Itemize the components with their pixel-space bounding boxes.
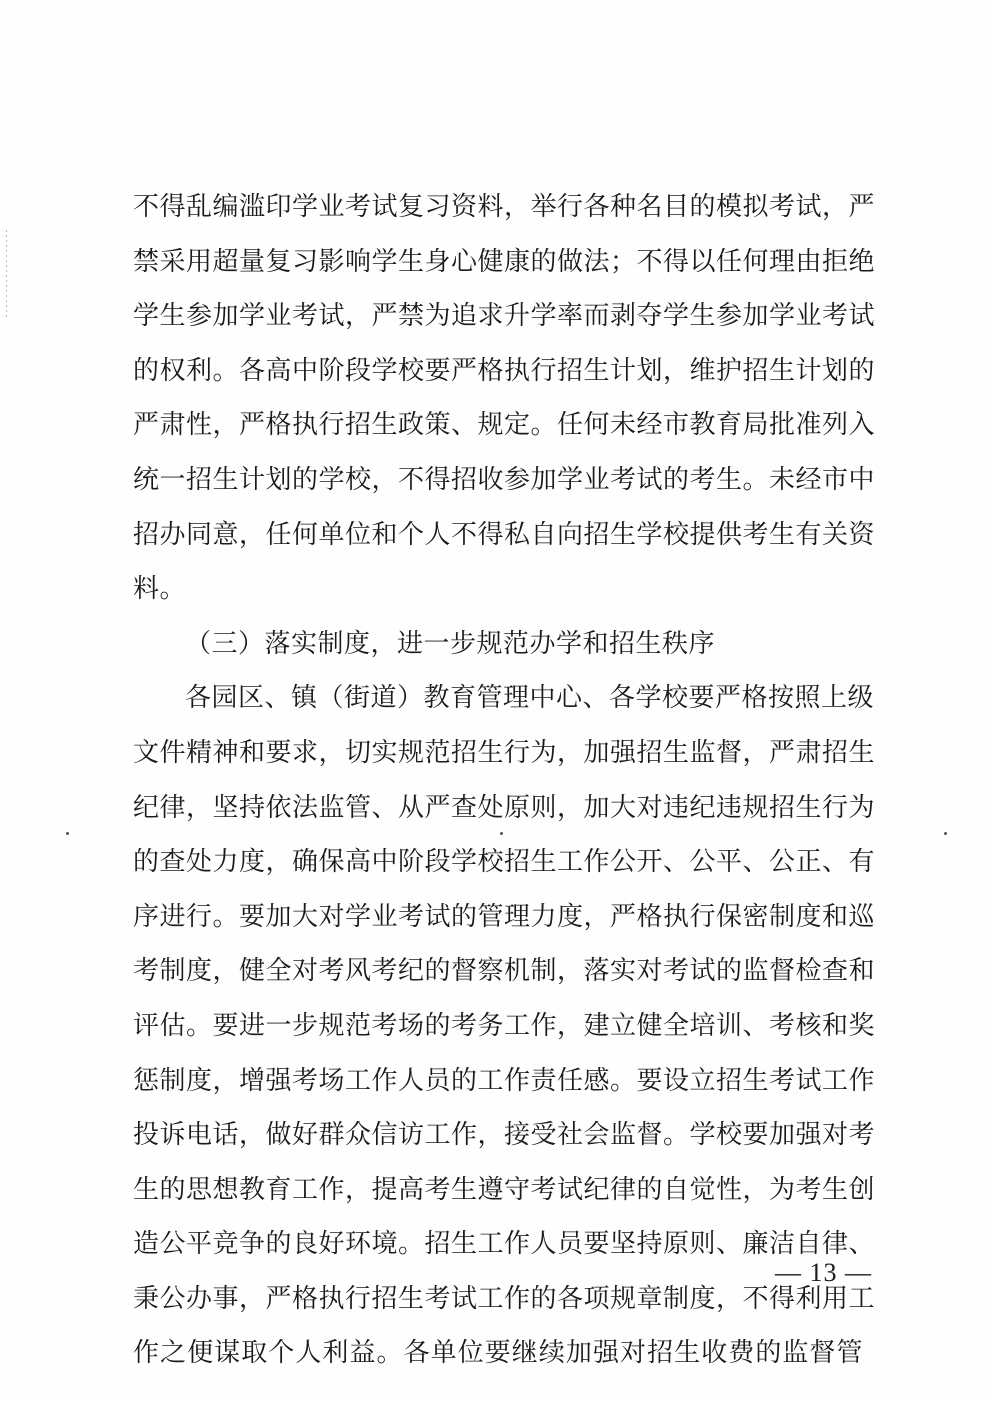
text-line: 造公平竞争的良好环境。招生工作人员要坚持原则、廉洁自律、: [133, 1229, 876, 1260]
scan-edge-artifact: [6, 230, 7, 320]
text-line: 禁采用超量复习影响学生身心健康的做法；不得以任何理由拒绝: [133, 246, 876, 277]
text-line: 料。: [133, 574, 187, 605]
text-line: 统一招生计划的学校，不得招收参加学业考试的考生。未经市中: [133, 464, 876, 495]
body-text: [133, 180, 876, 1381]
text-line: 评估。要进一步规范考场的考务工作，建立健全培训、考核和奖: [133, 1010, 876, 1041]
text-line: 投诉电话，做好群众信访工作，接受社会监督。学校要加强对考: [133, 1120, 876, 1151]
page-number: — 13 —: [775, 1258, 872, 1287]
text-line: 考制度，健全对考风考纪的督察机制，落实对考试的监督检查和: [133, 956, 876, 987]
paragraph-first-line: 各园区、镇（街道）教育管理中心、各学校要严格按照上级: [185, 683, 875, 714]
text-line: 文件精神和要求，切实规范招生行为，加强招生监督，严肃招生: [133, 737, 876, 768]
text-line: 作之便谋取个人利益。各单位要继续加强对招生收费的监督管: [133, 1338, 863, 1369]
text-line: 招办同意，任何单位和个人不得私自向招生学校提供考生有关资: [133, 519, 876, 550]
scan-dot: [944, 832, 947, 835]
text-line: 惩制度，增强考场工作人员的工作责任感。要设立招生考试工作: [133, 1065, 876, 1096]
text-line: 不得乱编滥印学业考试复习资料，举行各种名目的模拟考试，严: [133, 192, 876, 222]
text-line: 严肃性，严格执行招生政策、规定。任何未经市教育局批准列入: [133, 410, 876, 441]
section-heading: （三）落实制度，进一步规范办学和招生秩序: [185, 628, 716, 659]
text-line: 秉公办事，严格执行招生考试工作的各项规章制度，不得利用工: [133, 1283, 876, 1314]
text-line: 学生参加学业考试，严禁为追求升学率而剥夺学生参加学业考试: [133, 301, 876, 332]
text-line: 序进行。要加大对学业考试的管理力度，严格执行保密制度和巡: [133, 901, 876, 932]
text-line: 的查处力度，确保高中阶段学校招生工作公开、公平、公正、有: [133, 847, 876, 878]
text-line: 纪律，坚持依法监管、从严查处原则，加大对违纪违规招生行为: [133, 792, 876, 823]
scan-dot: [500, 832, 503, 835]
text-line: 生的思想教育工作，提高考生遵守考试纪律的自觉性，为考生创: [133, 1174, 876, 1205]
text-line: 的权利。各高中阶段学校要严格执行招生计划，维护招生计划的: [133, 355, 876, 386]
scan-dot: [66, 832, 69, 835]
